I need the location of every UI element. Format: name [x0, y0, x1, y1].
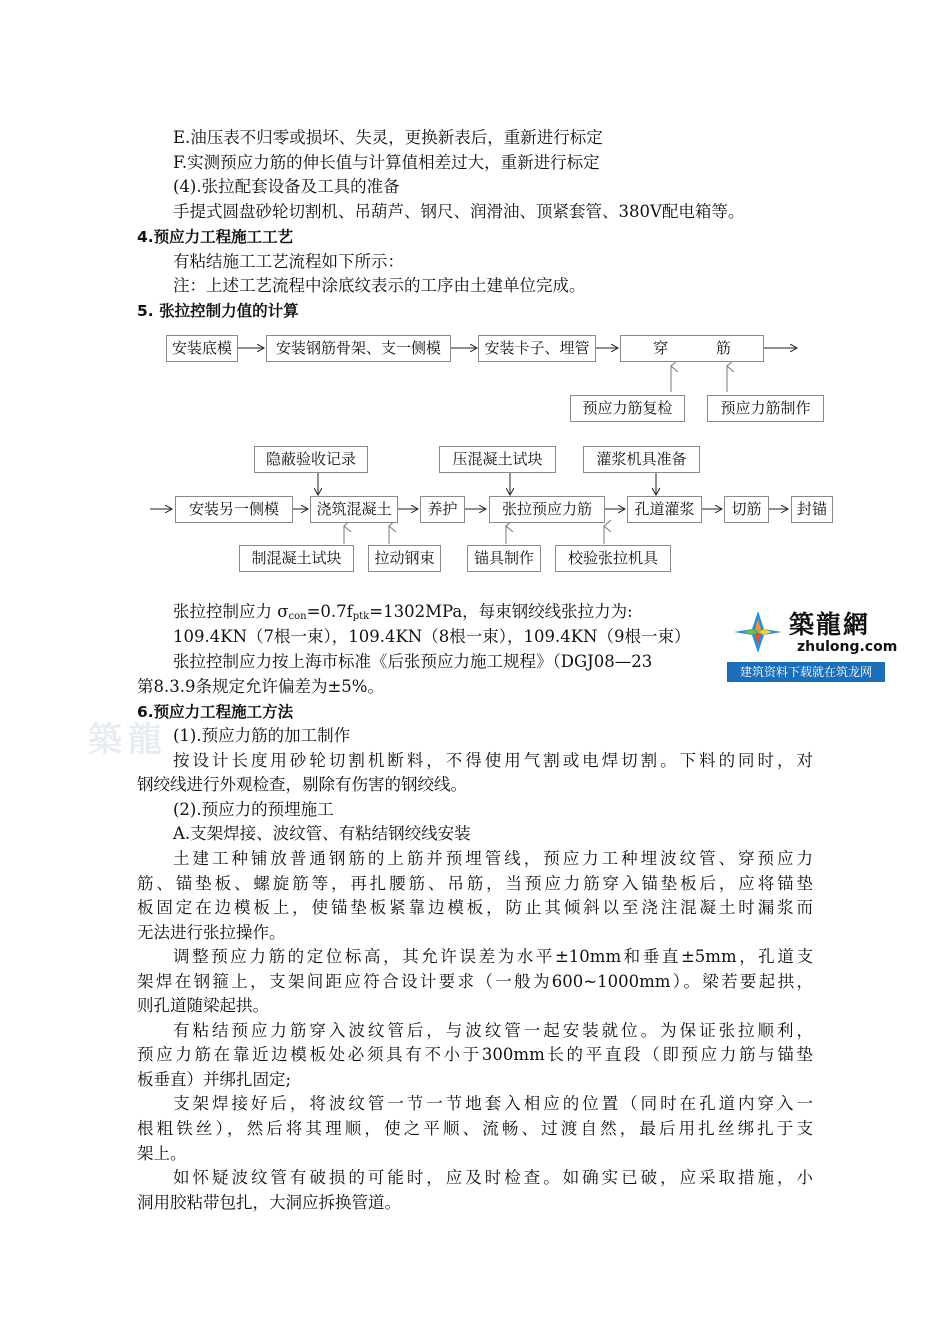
flow-input: 压混凝土试块: [439, 446, 556, 473]
flow-input: 隐蔽验收记录: [254, 446, 368, 473]
text-line: 调整预应力筋的定位标高，其允许误差为水平±10mm和垂直±5mm，孔道支: [173, 947, 813, 966]
text-line: 如怀疑波纹管有破损的可能时，应及时检查。如确实已破，应采取措施，小: [173, 1168, 813, 1187]
section-heading: 6.预应力工程施工方法: [137, 703, 294, 721]
flow-step: 切筋: [724, 496, 769, 523]
text-line: 手提式圆盘砂轮切割机、吊葫芦、钢尺、润滑油、顶紧套管、380V配电箱等。: [173, 202, 745, 221]
text-line: E.油压表不归零或损坏、失灵，更换新表后，重新进行标定: [173, 128, 603, 147]
text-line: 板垂直）并绑扎固定;: [137, 1070, 292, 1089]
logo-name: 築龍網: [789, 610, 871, 639]
zhulong-logo-icon: [730, 607, 786, 657]
text-line: 洞用胶粘带包扎，大洞应拆换管道。: [137, 1193, 401, 1212]
text-line: F.实测预应力筋的伸长值与计算值相差过大，重新进行标定: [173, 153, 600, 172]
flow-step: 安装底模: [166, 335, 238, 362]
watermark-text: 築龍: [88, 720, 168, 760]
flow-input: 预应力筋复检: [570, 395, 685, 422]
text-line: 架上。: [137, 1144, 187, 1163]
logo-domain: zhulong.com: [797, 639, 898, 655]
flow-step: 浇筑混凝土: [310, 496, 398, 523]
text-line: 筋、锚垫板、螺旋筋等，再扎腰筋、吊筋，当预应力筋穿入锚垫板后，应将锚垫: [137, 874, 813, 893]
text-line: (2).预应力的预埋施工: [173, 800, 334, 819]
section-heading: 4.预应力工程施工工艺: [137, 228, 294, 246]
flow-step: 穿 筋: [620, 335, 764, 362]
flow-step: 安装另一侧模: [175, 496, 293, 523]
text-line: 第8.3.9条规定允许偏差为±5%。: [137, 677, 384, 696]
flow-step: 封锚: [791, 496, 833, 523]
flow-step: 张拉预应力筋: [489, 496, 605, 523]
text-line: 注：上述工艺流程中涂底纹表示的工序由土建单位完成。: [173, 276, 586, 295]
text-line: (1).预应力筋的加工制作: [173, 726, 351, 745]
text-line: 钢绞线进行外观检查，剔除有伤害的钢绞线。: [137, 775, 467, 794]
text-line: 架焊在钢箍上，支架间距应符合设计要求（一般为600~1000mm）。梁若要起拱，: [137, 972, 813, 991]
text-line: 有粘结施工工艺流程如下所示：: [173, 252, 404, 271]
flow-step: 安装卡子、埋管: [478, 335, 596, 362]
section-heading: 5. 张拉控制力值的计算: [137, 302, 299, 320]
text-line: 有粘结预应力筋穿入波纹管后，与波纹管一起安装就位。为保证张拉顺利，: [173, 1021, 813, 1040]
flow-input: 灌浆机具准备: [583, 446, 700, 473]
flow-input: 锚具制作: [467, 545, 541, 572]
text-line: 预应力筋在靠近边模板处必须具有不小于300mm长的平直段（即预应力筋与锚垫: [137, 1045, 813, 1064]
text-line: 根粗铁丝），然后将其理顺，使之平顺、流畅、过渡自然，最后用扎丝绑扎于支: [137, 1119, 813, 1138]
flow-step: 孔道灌浆: [627, 496, 702, 523]
text-line: 无法进行张拉操作。: [137, 923, 286, 942]
logo-slogan: 建筑资料下载就在筑龙网: [727, 662, 885, 682]
flow-input: 拉动钢束: [368, 545, 441, 572]
text-line: A.支架焊接、波纹管、有粘结钢绞线安装: [173, 824, 471, 843]
text-line: (4).张拉配套设备及工具的准备: [173, 177, 400, 196]
flow-input: 预应力筋制作: [707, 395, 824, 422]
flow-step: 养护: [420, 496, 465, 523]
text-line: 109.4KN（7根一束），109.4KN（8根一束），109.4KN（9根一束）: [173, 627, 691, 646]
zhulong-logo: [727, 601, 898, 683]
text-line: 支架焊接好后，将波纹管一节一节地套入相应的位置（同时在孔道内穿入一: [173, 1094, 813, 1113]
text-line: 板固定在边模板上，使锚垫板紧靠边模板，防止其倾斜以至浇注混凝土时漏浆而: [137, 898, 813, 917]
text-line: 土建工种铺放普通钢筋的上筋并预埋管线，预应力工种埋波纹管、穿预应力: [173, 849, 813, 868]
text-line: 则孔道随梁起拱。: [137, 996, 269, 1015]
text-line: 张拉控制应力 $\sigma_{con}=0.7f_{ptk}=1302MPa$，每束钢绞线张拉力为:: [173, 602, 633, 622]
text-line: 按设计长度用砂轮切割机断料，不得使用气割或电焊切割。下料的同时，对: [173, 751, 813, 770]
flow-input: 校验张拉机具: [555, 545, 671, 572]
text-line: 张拉控制应力按上海市标准《后张预应力施工规程》（DGJ08—23: [173, 652, 653, 671]
flow-input: 制混凝土试块: [239, 545, 354, 572]
flow-step: 安装钢筋骨架、支一侧模: [266, 335, 451, 362]
